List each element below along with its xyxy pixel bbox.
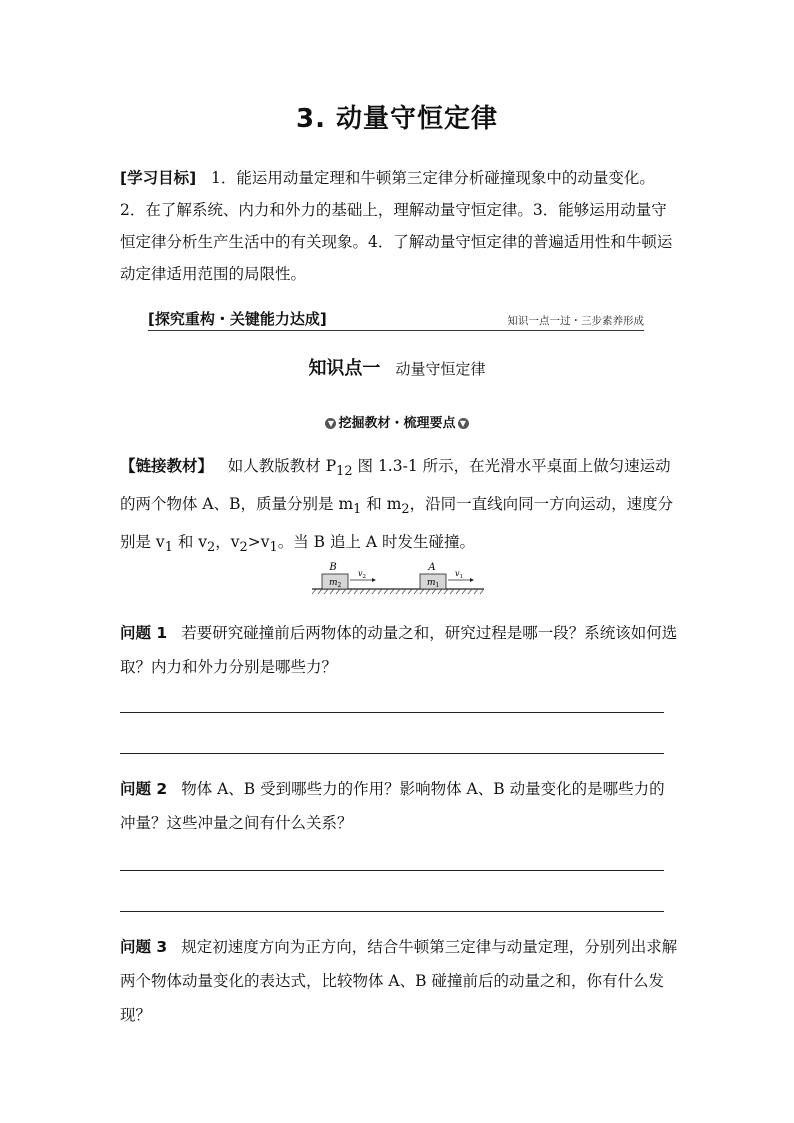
knowledge-point-title: 动量守恒定律 (395, 360, 486, 378)
question-3 (120, 930, 680, 1032)
question-label: 问题 1 (120, 624, 168, 642)
question-label: 问题 3 (120, 938, 168, 956)
answer-line[interactable] (120, 753, 664, 754)
link-text: 和 v (172, 533, 208, 552)
link-material-paragraph (120, 450, 680, 564)
answer-line[interactable] (120, 911, 664, 912)
answer-line[interactable] (120, 712, 664, 713)
page-title: 3. 动量守恒定律 (295, 104, 499, 134)
arrowhead (372, 578, 376, 582)
block-a-mass: $m_1$ (427, 578, 440, 589)
link-text: ，沿同一直线向同一方向运动，速度分别是 v (120, 495, 674, 552)
knowledge-point-heading (0, 354, 794, 380)
link-material-label: 【链接教材】 (120, 457, 214, 475)
table-hatching (312, 589, 484, 594)
link-text: ，v (215, 533, 240, 552)
subscript: 2 (239, 540, 248, 556)
block-b-velocity: $v_2$ (358, 569, 367, 580)
subscript: 1 (353, 502, 362, 518)
link-text: >v (247, 533, 270, 552)
knowledge-point-number: 知识点一 (308, 358, 381, 379)
block-b-label: B (329, 562, 337, 573)
section-banner-title: [探究重构・关键能力达成] (148, 310, 327, 328)
subscript: 1 (269, 540, 278, 556)
question-text: 规定初速度方向为正方向，结合牛顿第三定律与动量定理，分别列出求解两个物体动量变化的表达式，比较物体 A、B 碰撞前后的动量之和，你有什么发现？ (120, 938, 678, 1024)
question-2 (120, 772, 680, 840)
link-text: 。当 B 追上 A 时发生碰撞。 (277, 533, 475, 552)
question-text: 物体 A、B 受到哪些力的作用？影响物体 A、B 动量变化的是哪些力的冲量？这些冲量之间有什么关系？ (120, 780, 665, 832)
question-text: 若要研究碰撞前后两物体的动量之和，研究过程是哪一段？系统该如何选取？内力和外力分别是哪些力？ (120, 624, 678, 676)
collision-figure (312, 558, 484, 600)
learning-objectives (120, 162, 680, 290)
objectives-label: [学习目标] (120, 169, 197, 187)
block-a-label: A (428, 562, 436, 573)
block-a-velocity: $v_1$ (455, 569, 464, 580)
answer-line[interactable] (120, 870, 664, 871)
page-subscript: 12 (336, 464, 353, 480)
chevron-down-icon: ▼ (458, 418, 469, 429)
arrowhead (470, 578, 474, 582)
subscript: 2 (401, 502, 410, 518)
block-b-mass: $m_2$ (329, 578, 342, 589)
objectives-text: 1．能运用动量定理和牛顿第三定律分析碰撞现象中的动量变化。2．在了解系统、内力和外力的基础上，理解动量守恒定律。3．能够运用动量守恒定律分析生产生活中的有关现象。4．了解动量守恒定律的普遍适用性和牛顿运动定律适用范围的局限性。 (120, 169, 673, 283)
link-text: 和 m (361, 495, 402, 514)
sub-banner (0, 412, 794, 431)
chevron-down-icon: ▼ (325, 418, 336, 429)
subscript: 1 (164, 540, 173, 556)
question-label: 问题 2 (120, 780, 168, 798)
question-1 (120, 616, 680, 684)
link-text: 如人教版教材 P (227, 457, 337, 475)
subscript: 2 (207, 540, 216, 556)
section-banner-subtitle: 知识一点一过・三步素养形成 (507, 315, 644, 327)
section-banner (148, 308, 644, 331)
link-text: 图 1.3-1 所示，在光滑水平桌面上做匀速运动的两个物体 A、B，质量分别是 m (120, 457, 671, 514)
sub-banner-text: 挖掘教材・梳理要点 (338, 416, 456, 431)
